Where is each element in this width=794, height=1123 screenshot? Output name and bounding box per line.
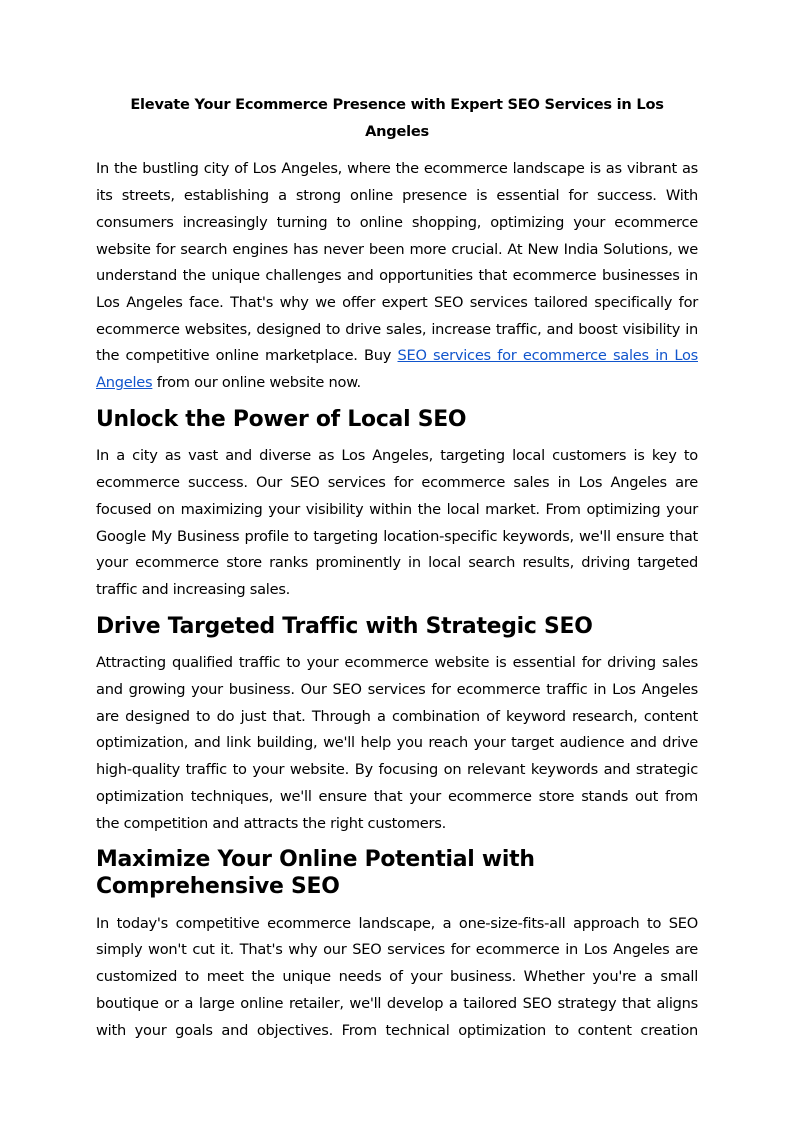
page-title: Elevate Your Ecommerce Presence with Expert SEO Services in Los Angeles	[130, 96, 664, 140]
section-body-comprehensive-seo: In today's competitive ecommerce landscape, a one-size-fits-all approach to SEO simply won't cut it. That's why our SEO services for ecommerce in Los Angeles are customized to meet the unique needs of your business. Whether you're a small boutique or a large online retailer, we'll develop a tailored SEO strategy that aligns with your goals and objectives. From technical optimization to content creation	[96, 914, 698, 1039]
section-heading-comprehensive-seo: Maximize Your Online Potential with Comprehensive SEO	[96, 847, 535, 899]
section-heading-targeted-traffic: Drive Targeted Traffic with Strategic SEO	[96, 613, 593, 639]
intro-text-after-link: from our online website now.	[152, 374, 361, 392]
document-page	[96, 92, 698, 1054]
intro-paragraph	[96, 156, 698, 396]
seo-services-link[interactable]: SEO services for ecommerce sales in Los Angeles	[96, 347, 698, 392]
section-body-targeted-traffic: Attracting qualified traffic to your ecommerce website is essential for driving sales and growing your business. Our SEO services for ecommerce traffic in Los Angeles are designed to do just that. Through a combination of keyword research, content optimization, and link building, we'll help you reach your target audience and drive high-quality traffic to your website. By focusing on relevant keywords and strategic optimization techniques, we'll ensure that your ecommerce store stands out from the competition and attracts the right customers.	[96, 654, 698, 832]
section-heading-local-seo: Unlock the Power of Local SEO	[96, 406, 467, 432]
section-body-local-seo: In a city as vast and diverse as Los Angeles, targeting local customers is key to ecommerce success. Our SEO services for ecommerce sales in Los Angeles are focused on maximizing your visibility within the local market. From optimizing your Google My Business profile to targeting location-specific keywords, we'll ensure that your ecommerce store ranks prominently in local search results, driving targeted traffic and increasing sales.	[96, 447, 698, 598]
intro-text-before-link: In the bustling city of Los Angeles, where the ecommerce landscape is as vibrant as its streets, establishing a strong online presence is essential for success. With consumers increasingly turning to online shopping, optimizing your ecommerce website for search engines has never been more crucial. At New India Solutions, we understand the unique challenges and opportunities that ecommerce businesses in Los Angeles face. That's why we offer expert SEO services tailored specifically for ecommerce websites, designed to drive sales, increase traffic, and boost visibility in the competitive online marketplace. Buy	[96, 160, 698, 365]
